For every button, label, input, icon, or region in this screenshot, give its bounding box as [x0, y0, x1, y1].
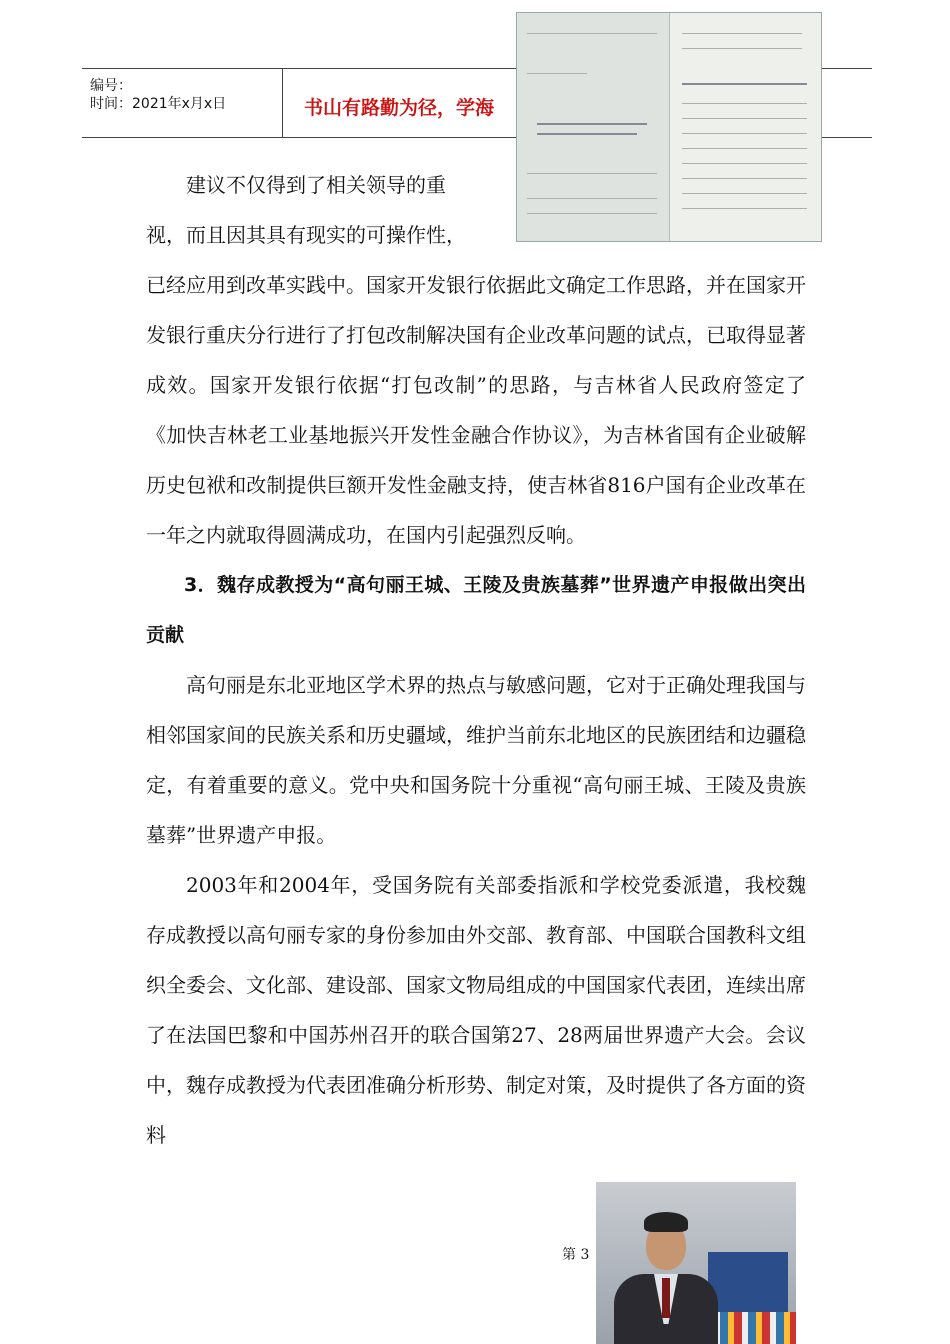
conference-photo [596, 1182, 796, 1344]
paragraph-1-rest: 已经应用到改革实践中。国家开发银行依据此文确定工作思路，并在国家开发银行重庆分行进行了打包改制解决国有企业改革问题的试点，已取得显著成效。国家开发银行依据“打包改制”的思路，与吉林省人民政府签定了《加快吉林老工业基地振兴开发性金融合作协议》，为吉林省国有企业破解历史包袱和改制提供巨额开发性金融支持，使吉林省816户国有企业改革在一年之内就取得圆满成功，在国内引起强烈反响。 [146, 273, 806, 547]
photo-person-hair [644, 1212, 688, 1232]
photo-banner [708, 1252, 788, 1312]
document-number: 编号： [90, 78, 132, 94]
paragraph-2: 高句丽是东北亚地区学术界的热点与敏感问题，它对于正确处理我国与相邻国家间的民族关系和历史疆域，维护当前东北地区的民族团结和边疆稳定，有着重要的意义。党中央和国务院十分重视“高句丽王城、王陵及贵族墓葬”世界遗产申报。 [146, 673, 806, 847]
paragraph-1-line-2: 视，而且因其具有现实的可操作性， [146, 223, 466, 247]
page-number: 第 3 [562, 1247, 590, 1263]
photo-flags [706, 1312, 796, 1344]
header-motto: 书山有路勤为径，学海 [304, 97, 495, 119]
section-heading-3: 3．魏存成教授为“高句丽王城、王陵及贵族墓葬”世界遗产申报做出突出贡献 [146, 574, 806, 646]
photo-person-tie [662, 1278, 670, 1318]
document-date: 时间：2021年x月x日 [90, 96, 227, 112]
body-section [146, 160, 806, 1160]
paragraph-3: 2003年和2004年，受国务院有关部委指派和学校党委派遣，我校魏存成教授以高句丽专家的身份参加由外交部、教育部、中国联合国教科文组织全委会、文化部、建设部、国家文物局组成的中国国家代表团，连续出席了在法国巴黎和中国苏州召开的联合国第27、28两届世界遗产大会。会议中，魏存成教授为代表团准确分析形势、制定对策，及时提供了各方面的资料 [146, 873, 806, 1147]
header-meta [82, 69, 283, 137]
paragraph-1-line-1: 建议不仅得到了相关领导的重 [186, 173, 446, 197]
